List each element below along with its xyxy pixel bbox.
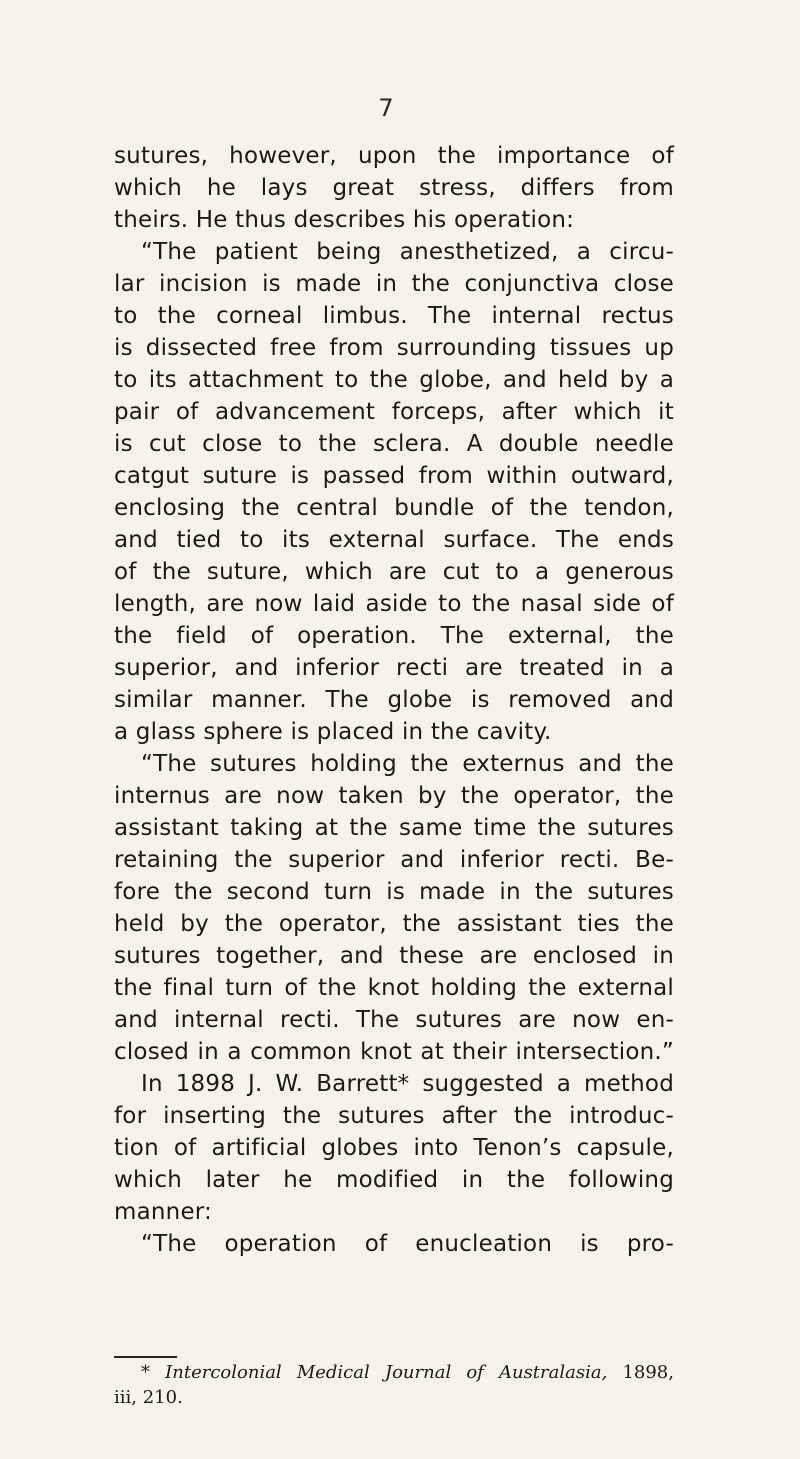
text-line: and tied to its external surface. The ends (114, 527, 674, 553)
body-text (114, 140, 674, 1260)
text-line: “The sutures holding the externus and the (141, 751, 674, 777)
text-line: “The patient being anesthetized, a circu- (141, 239, 674, 265)
text-line: which he lays great stress, differs from (114, 175, 674, 201)
text-line: fore the second turn is made in the sutures (114, 879, 674, 905)
footnote-divider (114, 1356, 177, 1358)
text-line: sutures, however, upon the importance of (114, 143, 674, 169)
footnote-journal: Intercolonial Medical Journal of Australasia, (165, 1362, 608, 1383)
text-line: theirs. He thus describes his operation: (114, 207, 575, 233)
text-line: the field of operation. The external, the (114, 623, 674, 649)
text-line: is cut close to the sclera. A double needle (114, 431, 674, 457)
text-line: In 1898 J. W. Barrett* suggested a method (141, 1071, 674, 1097)
text-line: similar manner. The globe is removed and (114, 687, 674, 713)
footnote (114, 1360, 674, 1410)
text-line: manner: (114, 1199, 213, 1225)
footnote-line (114, 1360, 674, 1385)
text-line: internus are now taken by the operator, the (114, 783, 674, 809)
text-line: retaining the superior and inferior recti. Be- (114, 847, 674, 873)
footnote-citation: 1898, (622, 1362, 674, 1383)
text-line: superior, and inferior recti are treated in a (114, 655, 674, 681)
text-line: a glass sphere is placed in the cavity. (114, 719, 552, 745)
text-line: and internal recti. The sutures are now en- (114, 1007, 674, 1033)
text-line: of the suture, which are cut to a generous (114, 559, 674, 585)
text-line: enclosing the central bundle of the tendon, (114, 495, 674, 521)
text-line: sutures together, and these are enclosed in (114, 943, 674, 969)
text-line: which later he modified in the following (114, 1167, 674, 1193)
text-line: to the corneal limbus. The internal rectus (114, 303, 674, 329)
footnote-marker: * (141, 1362, 150, 1383)
text-line: lar incision is made in the conjunctiva close (114, 271, 674, 297)
text-line: catgut suture is passed from within outward, (114, 463, 674, 489)
footnote-line: iii, 210. (114, 1387, 183, 1408)
text-line: tion of artificial globes into Tenon’s capsule, (114, 1135, 674, 1161)
page-number: 7 (378, 94, 394, 122)
text-line: closed in a common knot at their intersection.” (114, 1039, 674, 1065)
text-line: “The operation of enucleation is pro- (141, 1231, 674, 1257)
text-line: held by the operator, the assistant ties the (114, 911, 674, 937)
text-line: pair of advancement forceps, after which it (114, 399, 674, 425)
text-line: the final turn of the knot holding the external (114, 975, 674, 1001)
text-line: is dissected free from surrounding tissues up (114, 335, 674, 361)
text-line: for inserting the sutures after the introduc- (114, 1103, 674, 1129)
text-line: to its attachment to the globe, and held by a (114, 367, 674, 393)
text-line: assistant taking at the same time the sutures (114, 815, 674, 841)
text-line: length, are now laid aside to the nasal side of (114, 591, 674, 617)
